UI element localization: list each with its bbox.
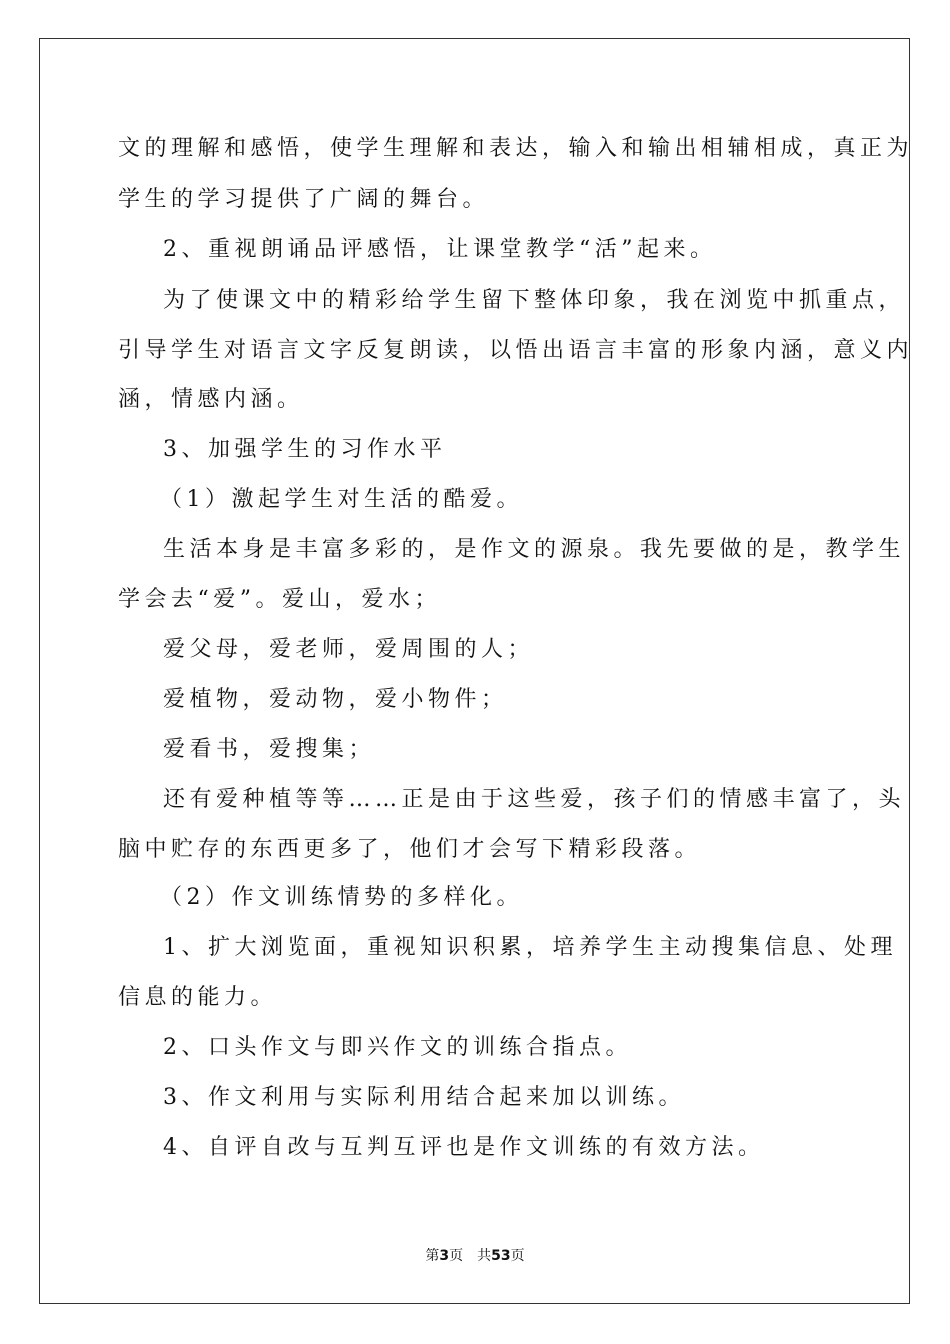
page-footer <box>0 1247 950 1265</box>
current-page-number: 3 <box>439 1248 450 1264</box>
text-line: 3、加强学生的习作水平 <box>163 437 447 462</box>
footer-suffix: 页 <box>510 1248 525 1264</box>
text-line: 还有爱种植等等……正是由于这些爱，孩子们的情感丰富了，头 <box>163 787 906 812</box>
page-border <box>39 38 910 1304</box>
text-line: 引导学生对语言文字反复朗读，以悟出语言丰富的形象内涵，意义内 <box>118 338 914 363</box>
total-page-count: 53 <box>491 1248 511 1264</box>
footer-middle: 页 共 <box>449 1248 492 1264</box>
text-line: （2）作文训练情势的多样化。 <box>160 885 523 910</box>
text-line: 爱看书，爱搜集； <box>163 737 376 762</box>
text-line: 4、自评自改与互判互评也是作文训练的有效方法。 <box>163 1135 765 1160</box>
text-line: 学生的学习提供了广阔的舞台。 <box>118 187 490 212</box>
text-line: （1）激起学生对生活的酷爱。 <box>160 487 523 512</box>
text-line: 文的理解和感悟，使学生理解和表达，输入和输出相辅相成，真正为 <box>118 136 914 161</box>
text-line: 信息的能力。 <box>118 985 278 1010</box>
text-line: 生活本身是丰富多彩的，是作文的源泉。我先要做的是，教学生 <box>163 537 906 562</box>
text-line: 脑中贮存的东西更多了，他们才会写下精彩段落。 <box>118 837 702 862</box>
text-line: 爱植物，爱动物，爱小物件； <box>163 687 508 712</box>
text-line: 爱父母，爱老师，爱周围的人； <box>163 637 535 662</box>
text-line: 2、重视朗诵品评感悟，让课堂教学“活”起来。 <box>163 237 717 262</box>
text-line: 1、扩大浏览面，重视知识积累，培养学生主动搜集信息、处理 <box>163 935 897 960</box>
text-line: 3、作文利用与实际利用结合起来加以训练。 <box>163 1085 685 1110</box>
text-line: 2、口头作文与即兴作文的训练合指点。 <box>163 1035 632 1060</box>
footer-prefix: 第 <box>425 1248 440 1264</box>
text-line: 涵，情感内涵。 <box>118 387 304 412</box>
text-line: 学会去“爱”。爱山，爱水； <box>118 587 441 612</box>
text-line: 为了使课文中的精彩给学生留下整体印象，我在浏览中抓重点， <box>163 288 906 313</box>
